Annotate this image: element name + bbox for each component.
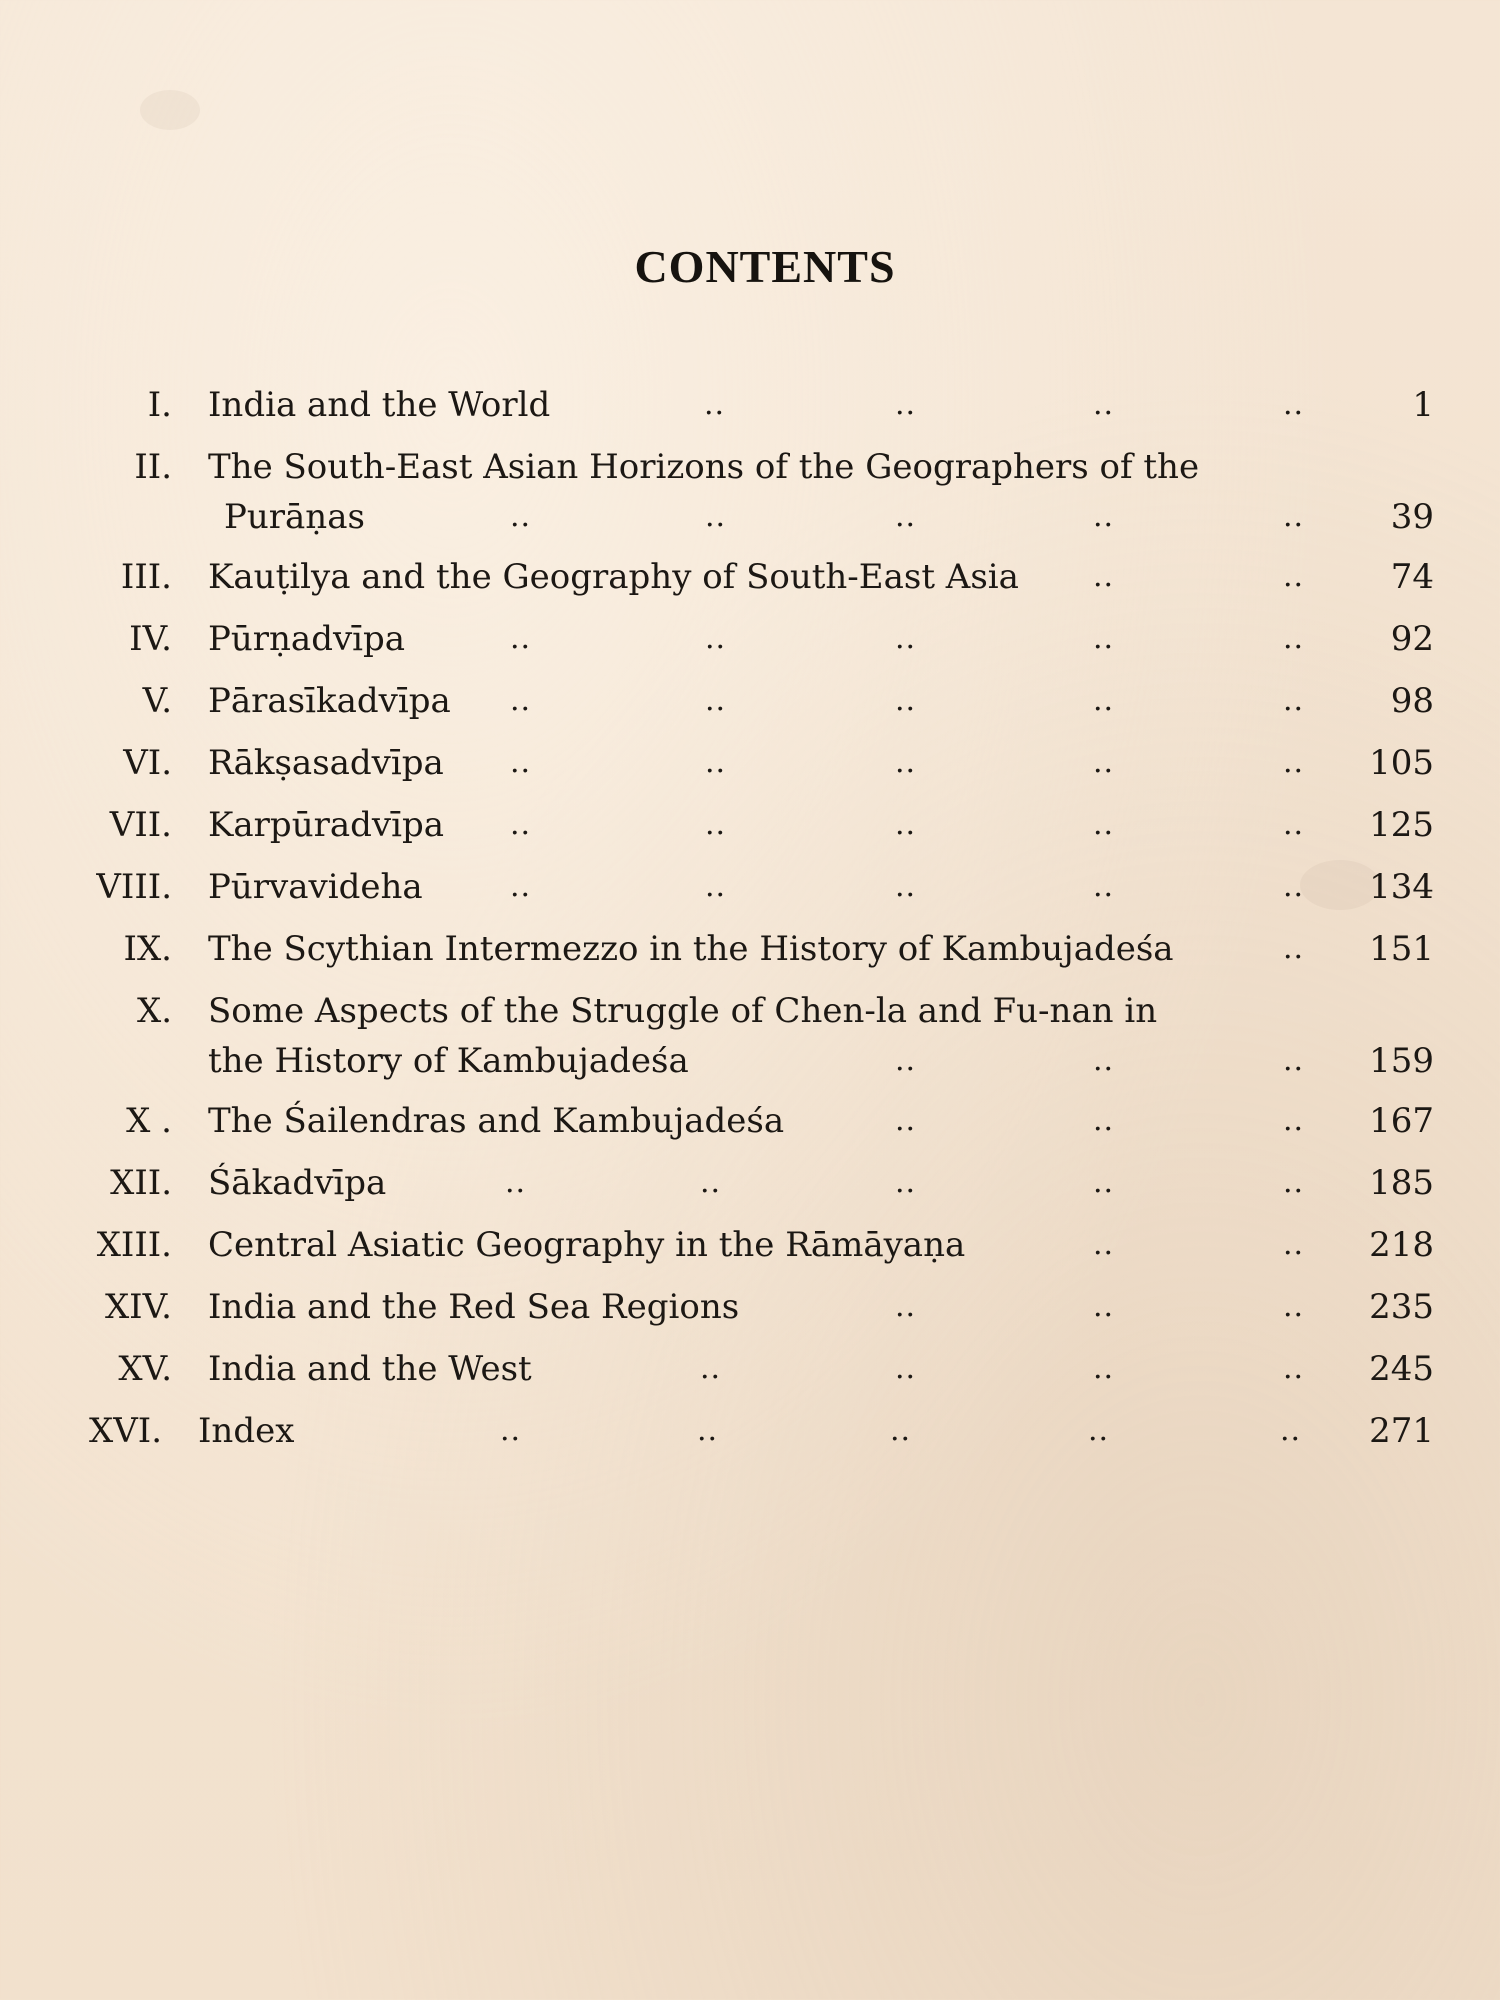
- page-number: 151: [1369, 929, 1434, 969]
- dot-leader: ..: [895, 499, 917, 534]
- page-number: 105: [1369, 743, 1434, 783]
- chapter-title-continued: Purāṇas: [224, 497, 365, 537]
- page-number: 245: [1369, 1349, 1434, 1389]
- dot-leader: ..: [1283, 621, 1305, 656]
- toc-entry[interactable]: [0, 800, 1500, 862]
- chapter-numeral: VII.: [109, 805, 172, 845]
- dot-leader: ..: [1093, 683, 1115, 718]
- dot-leader: ..: [697, 1413, 719, 1448]
- page-number: 185: [1369, 1163, 1434, 1203]
- dot-leader: ..: [705, 683, 727, 718]
- dot-leader: ..: [895, 621, 917, 656]
- toc-entry[interactable]: [0, 1220, 1500, 1282]
- chapter-numeral: XV.: [118, 1349, 172, 1389]
- dot-leader: ..: [1283, 807, 1305, 842]
- chapter-numeral: I.: [147, 385, 172, 425]
- chapter-title: India and the West: [208, 1349, 532, 1389]
- chapter-title: Śākadvīpa: [208, 1163, 387, 1203]
- dot-leader: ..: [1093, 869, 1115, 904]
- toc-entry[interactable]: [0, 1096, 1500, 1158]
- dot-leader: ..: [895, 1043, 917, 1078]
- chapter-title: India and the World: [208, 385, 551, 425]
- toc-entry[interactable]: [0, 442, 1500, 552]
- toc-entry[interactable]: [0, 1158, 1500, 1220]
- dot-leader: ..: [510, 807, 532, 842]
- page-number: 98: [1390, 681, 1434, 721]
- dot-leader: ..: [1280, 1413, 1302, 1448]
- chapter-numeral: IX.: [123, 929, 172, 969]
- chapter-numeral: XVI.: [89, 1411, 162, 1451]
- dot-leader: ..: [1093, 1103, 1115, 1138]
- dot-leader: ..: [510, 683, 532, 718]
- dot-leader: ..: [890, 1413, 912, 1448]
- page-number: 1: [1412, 385, 1434, 425]
- chapter-numeral: V.: [142, 681, 172, 721]
- dot-leader: ..: [705, 807, 727, 842]
- toc-entry[interactable]: [0, 1406, 1500, 1468]
- chapter-numeral: VI.: [123, 743, 172, 783]
- dot-leader: ..: [704, 387, 726, 422]
- dot-leader: ..: [705, 621, 727, 656]
- chapter-numeral: XIV.: [104, 1287, 172, 1327]
- table-of-contents: [0, 380, 1500, 1480]
- dot-leader: ..: [510, 869, 532, 904]
- dot-leader: ..: [700, 1351, 722, 1386]
- chapter-title: Central Asiatic Geography in the Rāmāyaṇa: [208, 1225, 966, 1265]
- dot-leader: ..: [510, 745, 532, 780]
- dot-leader: ..: [1093, 559, 1115, 594]
- dot-leader: ..: [1088, 1413, 1110, 1448]
- chapter-title: Rākṣasadvīpa: [208, 743, 444, 783]
- chapter-title: India and the Red Sea Regions: [208, 1287, 740, 1327]
- dot-leader: ..: [1283, 931, 1305, 966]
- chapter-title: Pārasīkadvīpa: [208, 681, 451, 721]
- toc-entry[interactable]: [0, 924, 1500, 986]
- toc-entry[interactable]: [0, 1282, 1500, 1344]
- page-number: 167: [1369, 1101, 1434, 1141]
- chapter-numeral: X.: [136, 991, 172, 1031]
- page-number: 92: [1390, 619, 1434, 659]
- dot-leader: ..: [1283, 1103, 1305, 1138]
- chapter-title: Pūrvavideha: [208, 867, 423, 907]
- paper-stain: [140, 90, 200, 130]
- dot-leader: ..: [895, 387, 917, 422]
- dot-leader: ..: [1093, 499, 1115, 534]
- chapter-title: Pūrṇadvīpa: [208, 619, 406, 659]
- dot-leader: ..: [1283, 1351, 1305, 1386]
- dot-leader: ..: [705, 499, 727, 534]
- dot-leader: ..: [1093, 1227, 1115, 1262]
- chapter-title: The South-East Asian Horizons of the Geographers of the: [208, 447, 1200, 487]
- dot-leader: ..: [510, 499, 532, 534]
- dot-leader: ..: [705, 869, 727, 904]
- toc-entry[interactable]: [0, 1344, 1500, 1406]
- chapter-title: Index: [198, 1411, 295, 1451]
- dot-leader: ..: [1093, 387, 1115, 422]
- dot-leader: ..: [1283, 387, 1305, 422]
- dot-leader: ..: [895, 745, 917, 780]
- toc-entry[interactable]: [0, 380, 1500, 442]
- dot-leader: ..: [1283, 683, 1305, 718]
- dot-leader: ..: [895, 1351, 917, 1386]
- chapter-numeral: VIII.: [96, 867, 172, 907]
- page-number: 39: [1390, 497, 1434, 537]
- page-number: 235: [1369, 1287, 1434, 1327]
- chapter-title: Karpūradvīpa: [208, 805, 444, 845]
- dot-leader: ..: [705, 745, 727, 780]
- dot-leader: ..: [1093, 807, 1115, 842]
- dot-leader: ..: [1283, 1043, 1305, 1078]
- chapter-title: Some Aspects of the Struggle of Chen-la and Fu-nan in: [208, 991, 1158, 1031]
- dot-leader: ..: [505, 1165, 527, 1200]
- page-number: 218: [1369, 1225, 1434, 1265]
- chapter-numeral: XIII.: [96, 1225, 172, 1265]
- dot-leader: ..: [1283, 745, 1305, 780]
- chapter-numeral: III.: [120, 557, 172, 597]
- page-number: 134: [1369, 867, 1434, 907]
- dot-leader: ..: [895, 1103, 917, 1138]
- chapter-title-continued: the History of Kambujadeśa: [208, 1041, 689, 1081]
- chapter-numeral: II.: [134, 447, 172, 487]
- dot-leader: ..: [895, 807, 917, 842]
- page-number: 159: [1369, 1041, 1434, 1081]
- dot-leader: ..: [1093, 1289, 1115, 1324]
- chapter-numeral: IV.: [129, 619, 172, 659]
- dot-leader: ..: [1093, 1351, 1115, 1386]
- dot-leader: ..: [1093, 1165, 1115, 1200]
- dot-leader: ..: [1093, 745, 1115, 780]
- toc-entry[interactable]: [0, 738, 1500, 800]
- chapter-numeral: X .: [126, 1101, 172, 1141]
- page-number: 125: [1369, 805, 1434, 845]
- toc-entry[interactable]: [0, 614, 1500, 676]
- chapter-title: Kauṭilya and the Geography of South-East Asia: [208, 557, 1019, 597]
- dot-leader: ..: [1093, 1043, 1115, 1078]
- dot-leader: ..: [1283, 559, 1305, 594]
- dot-leader: ..: [895, 683, 917, 718]
- dot-leader: ..: [1283, 499, 1305, 534]
- toc-entry[interactable]: [0, 862, 1500, 924]
- dot-leader: ..: [1283, 1227, 1305, 1262]
- toc-entry[interactable]: [0, 676, 1500, 738]
- chapter-numeral: XII.: [110, 1163, 172, 1203]
- dot-leader: ..: [1283, 869, 1305, 904]
- dot-leader: ..: [1093, 621, 1115, 656]
- page-number: 74: [1390, 557, 1434, 597]
- dot-leader: ..: [895, 1289, 917, 1324]
- page-number: 271: [1369, 1411, 1434, 1451]
- dot-leader: ..: [700, 1165, 722, 1200]
- dot-leader: ..: [1283, 1165, 1305, 1200]
- dot-leader: ..: [895, 1165, 917, 1200]
- toc-entry[interactable]: [0, 986, 1500, 1096]
- dot-leader: ..: [500, 1413, 522, 1448]
- page-title: CONTENTS: [634, 241, 896, 292]
- dot-leader: ..: [510, 621, 532, 656]
- toc-entry[interactable]: [0, 552, 1500, 614]
- dot-leader: ..: [1283, 1289, 1305, 1324]
- chapter-title: The Scythian Intermezzo in the History of Kambujadeśa: [208, 929, 1174, 969]
- dot-leader: ..: [895, 869, 917, 904]
- chapter-title: The Śailendras and Kambujadeśa: [208, 1101, 785, 1141]
